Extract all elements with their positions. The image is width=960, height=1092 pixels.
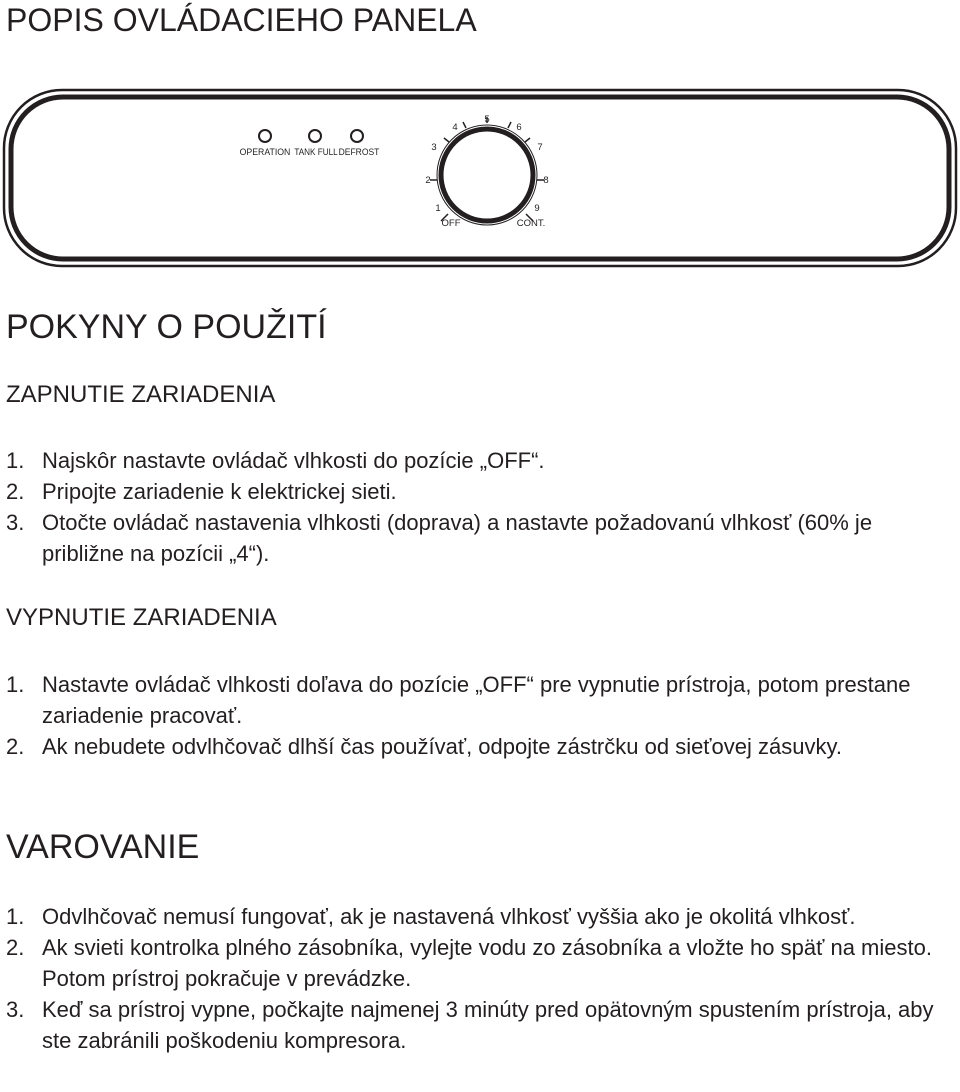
list-item — [6, 994, 956, 1056]
tank-full-light-icon — [309, 130, 321, 142]
power-on-heading: ZAPNUTIE ZARIADENIA — [6, 381, 276, 408]
step-text: Pripojte zariadenie k elektrickej sieti. — [42, 479, 397, 504]
operation-light-icon — [259, 130, 271, 142]
dial-number-9: 9 — [534, 203, 540, 214]
panel-outer-outline — [4, 90, 956, 266]
dial-number-5: 5 — [484, 114, 490, 125]
page-title: POPIS OVLÁDACIEHO PANELA — [6, 2, 477, 38]
power-off-heading: VYPNUTIE ZARIADENIA — [6, 604, 277, 631]
list-item — [6, 932, 956, 994]
step-number: 3. — [6, 510, 25, 535]
list-item — [6, 901, 956, 932]
dial-number-2: 2 — [425, 175, 431, 186]
dial-number-8: 8 — [543, 175, 549, 186]
step-number: 1. — [6, 904, 25, 929]
warning-steps — [6, 901, 956, 1056]
list-item — [6, 445, 956, 476]
step-number: 1. — [6, 672, 25, 697]
dial-label-off: OFF — [441, 218, 461, 229]
step-number: 2. — [6, 734, 25, 759]
step-text: Nastavte ovládač vlhkosti doľava do pozície „OFF“ pre vypnutie prístroja, potom prestane zariadenie pracovať. — [42, 672, 911, 728]
step-text: Odvlhčovač nemusí fungovať, ak je nastavená vlhkosť vyššia ako je okolitá vlhkosť. — [42, 904, 856, 929]
dial-number-3: 3 — [431, 142, 437, 153]
list-item — [6, 731, 956, 762]
indicator-label-tank-full: TANK FULL — [294, 146, 338, 158]
indicator-label-operation: OPERATION — [239, 146, 291, 158]
step-number: 2. — [6, 935, 25, 960]
dial-number-7: 7 — [537, 142, 543, 153]
step-text: Otočte ovládač nastavenia vlhkosti (doprava) a nastavte požadovanú vlhkosť (60% je približne na pozícii „4“). — [42, 510, 873, 566]
dial-number-6: 6 — [516, 122, 522, 133]
step-number: 1. — [6, 448, 25, 473]
step-number: 2. — [6, 479, 25, 504]
dial-label-cont: CONT. — [516, 218, 546, 229]
panel-inner-outline — [11, 97, 949, 259]
dial-number-1: 1 — [435, 203, 441, 214]
power-on-steps — [6, 445, 956, 569]
dial-number-4: 4 — [452, 122, 458, 133]
defrost-light-icon — [351, 130, 363, 142]
control-panel-diagram — [0, 88, 960, 268]
power-off-steps — [6, 669, 956, 762]
list-item — [6, 476, 956, 507]
instructions-title: POKYNY O POUŽITÍ — [6, 308, 327, 346]
step-text: Ak nebudete odvlhčovač dlhší čas používať, odpojte zástrčku od sieťovej zásuvky. — [42, 734, 842, 759]
step-text: Keď sa prístroj vypne, počkajte najmenej 3 minúty pred opätovným spustením prístroja, aby ste zabránili poškodeniu kompresora. — [42, 997, 934, 1053]
step-number: 3. — [6, 997, 25, 1022]
indicator-label-defrost: DEFROST — [338, 146, 380, 158]
step-text: Ak svieti kontrolka plného zásobníka, vylejte vodu zo zásobníka a vložte ho späť na miesto. Potom prístroj pokračuje v prevádzke. — [42, 935, 932, 991]
step-text: Najskôr nastavte ovládač vlhkosti do pozície „OFF“. — [42, 448, 545, 473]
list-item — [6, 507, 956, 569]
warning-heading: VAROVANIE — [6, 828, 200, 866]
list-item — [6, 669, 956, 731]
